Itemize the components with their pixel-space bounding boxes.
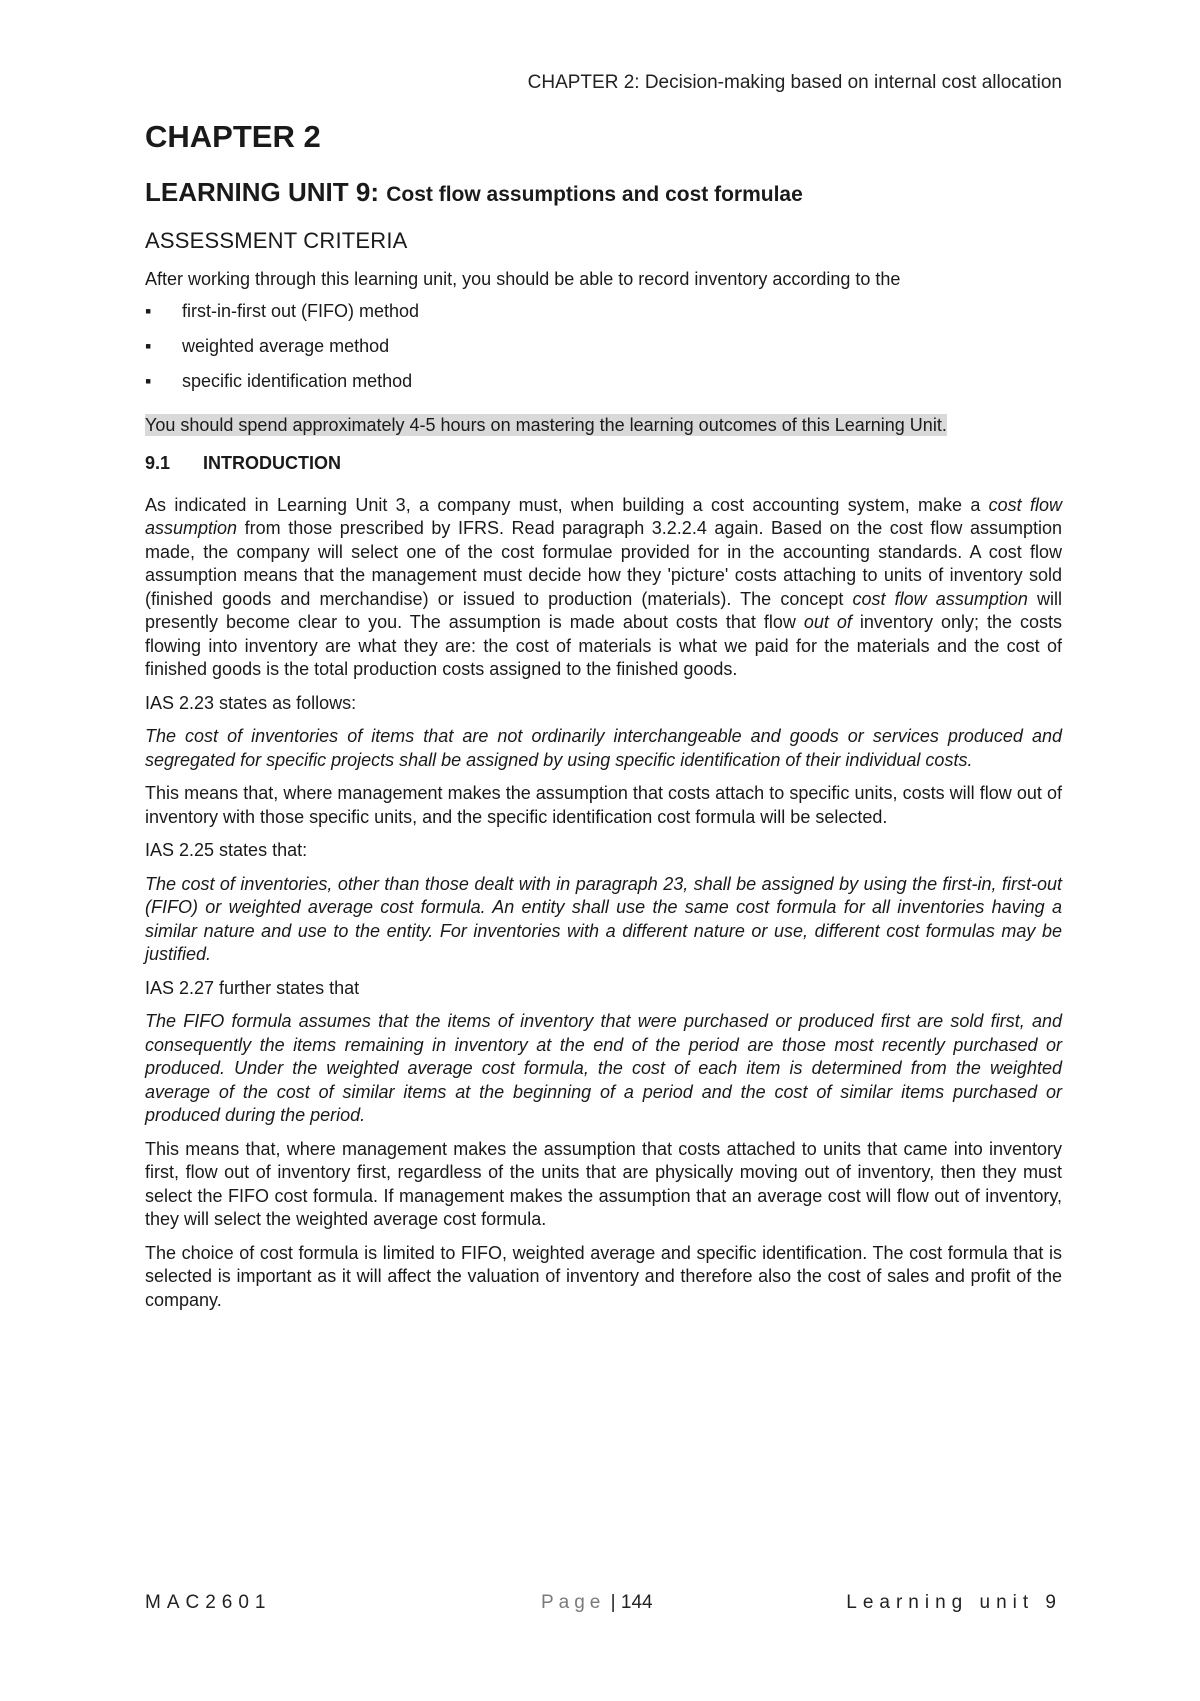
list-item	[145, 370, 1062, 393]
emphasis-cost-flow-assumption: cost flow assumption	[852, 588, 1028, 609]
list-item-text: weighted average method	[182, 335, 390, 356]
ias-2-27-quote: The FIFO formula assumes that the items of inventory that were purchased or produced first are sold first, and consequently the items remaining in inventory at the end of the period are those most recently purchased or produced. Under the weighted average cost formula, the cost of each item is determined from the weighted average of the cost of similar items at the beginning of a period and the cost of similar items purchased or produced during the period.	[145, 1011, 1062, 1126]
page-word: Page	[541, 1592, 606, 1613]
section-heading	[145, 453, 1062, 474]
assessment-criteria-list	[145, 300, 1062, 393]
ias-2-25-intro: IAS 2.25 states that:	[145, 840, 308, 861]
study-time-note	[145, 413, 1062, 437]
bullet-icon: ▪	[145, 335, 152, 356]
learning-unit-label: LEARNING UNIT 9:	[145, 177, 379, 208]
bullet-icon: ▪	[145, 300, 152, 321]
page-content	[145, 118, 1062, 1322]
emphasis-out-of: out of	[803, 612, 852, 633]
list-item	[145, 300, 1062, 323]
list-item-text: specific identification method	[182, 370, 413, 391]
course-code: MAC2601	[145, 1592, 272, 1613]
ias-2-23-intro: IAS 2.23 states as follows:	[145, 692, 357, 713]
study-time-highlight: You should spend approximately 4-5 hours on mastering the learning outcomes of this Learning Unit.	[145, 414, 947, 435]
ias-2-23-quote: The cost of inventories of items that are not ordinarily interchangeable and goods or services produced and segregated for specific projects shall be assigned by using specific identification of their individual costs.	[145, 726, 1062, 770]
running-header: CHAPTER 2: Decision-making based on internal cost allocation	[527, 72, 1062, 93]
intro-paragraph-4: The choice of cost formula is limited to FIFO, weighted average and specific identification. The cost formula that is selected is important as it will affect the valuation of inventory and therefore also the cost of sales and profit of the company.	[145, 1242, 1062, 1310]
chapter-title: CHAPTER 2	[145, 119, 321, 154]
ias-2-27-intro: IAS 2.27 further states that	[145, 977, 360, 998]
intro-paragraph-2: This means that, where management makes the assumption that costs attach to specific units, costs will flow out of inventory with those specific units, and the specific identification cost formula will be selected.	[145, 783, 1062, 827]
section-title: INTRODUCTION	[203, 452, 341, 473]
text-run: As indicated in Learning Unit 3, a company must, when building a cost accounting system, make a	[145, 494, 989, 515]
bullet-icon: ▪	[145, 370, 152, 391]
learning-unit-subtitle: Cost flow assumptions and cost formulae	[386, 183, 803, 207]
assessment-intro: After working through this learning unit, you should be able to record inventory according to the	[145, 269, 901, 290]
ias-2-25-quote: The cost of inventories, other than those dealt with in paragraph 23, shall be assigned by using the first-in, first-out (FIFO) or weighted average cost formula. An entity shall use the same cost formula for all inventories having a similar nature and use to the entity. For inventories with a different nature or use, different cost formulas may be justified.	[145, 873, 1062, 965]
emphasis-cost-flow-assumption: cost flow assumption	[145, 494, 1063, 539]
text-run: will presently become clear to you. The assumption is made about costs that flow	[145, 588, 1062, 633]
list-item	[145, 335, 1062, 358]
text-run: from those prescribed by IFRS. Read paragraph 3.2.2.4 again. Based on the cost flow assumption made, the company will select one of the cost formulae provided for in the accounting standards. A cost flow assumption means that the management must decide how they 'picture' costs attaching to units of inventory sold (finished goods and merchandise) or issued to production (materials). The concept	[145, 518, 1062, 609]
section-number: 9.1	[145, 452, 171, 473]
text-run: inventory only; the costs flowing into inventory are what they are: the cost of materials is what we paid for the materials and the cost of finished goods is the total production costs assigned to the finished goods.	[145, 612, 1062, 680]
unit-label: Learning unit 9	[846, 1592, 1062, 1613]
assessment-criteria-heading: ASSESSMENT CRITERIA	[145, 228, 408, 254]
list-item-text: first-in-first out (FIFO) method	[182, 300, 420, 321]
intro-paragraph-3: This means that, where management makes the assumption that costs attached to units that came into inventory first, flow out of inventory first, regardless of the units that are physically moving out of inventory, then they must select the FIFO cost formula. If management makes the assumption that an average cost will flow out of inventory, they will select the weighted average cost formula.	[145, 1138, 1062, 1230]
page-indicator	[541, 1592, 653, 1614]
page-number: 144	[620, 1592, 653, 1613]
intro-paragraph-1	[145, 494, 1062, 682]
page-separator: |	[610, 1592, 616, 1613]
learning-unit-title	[145, 177, 1062, 208]
